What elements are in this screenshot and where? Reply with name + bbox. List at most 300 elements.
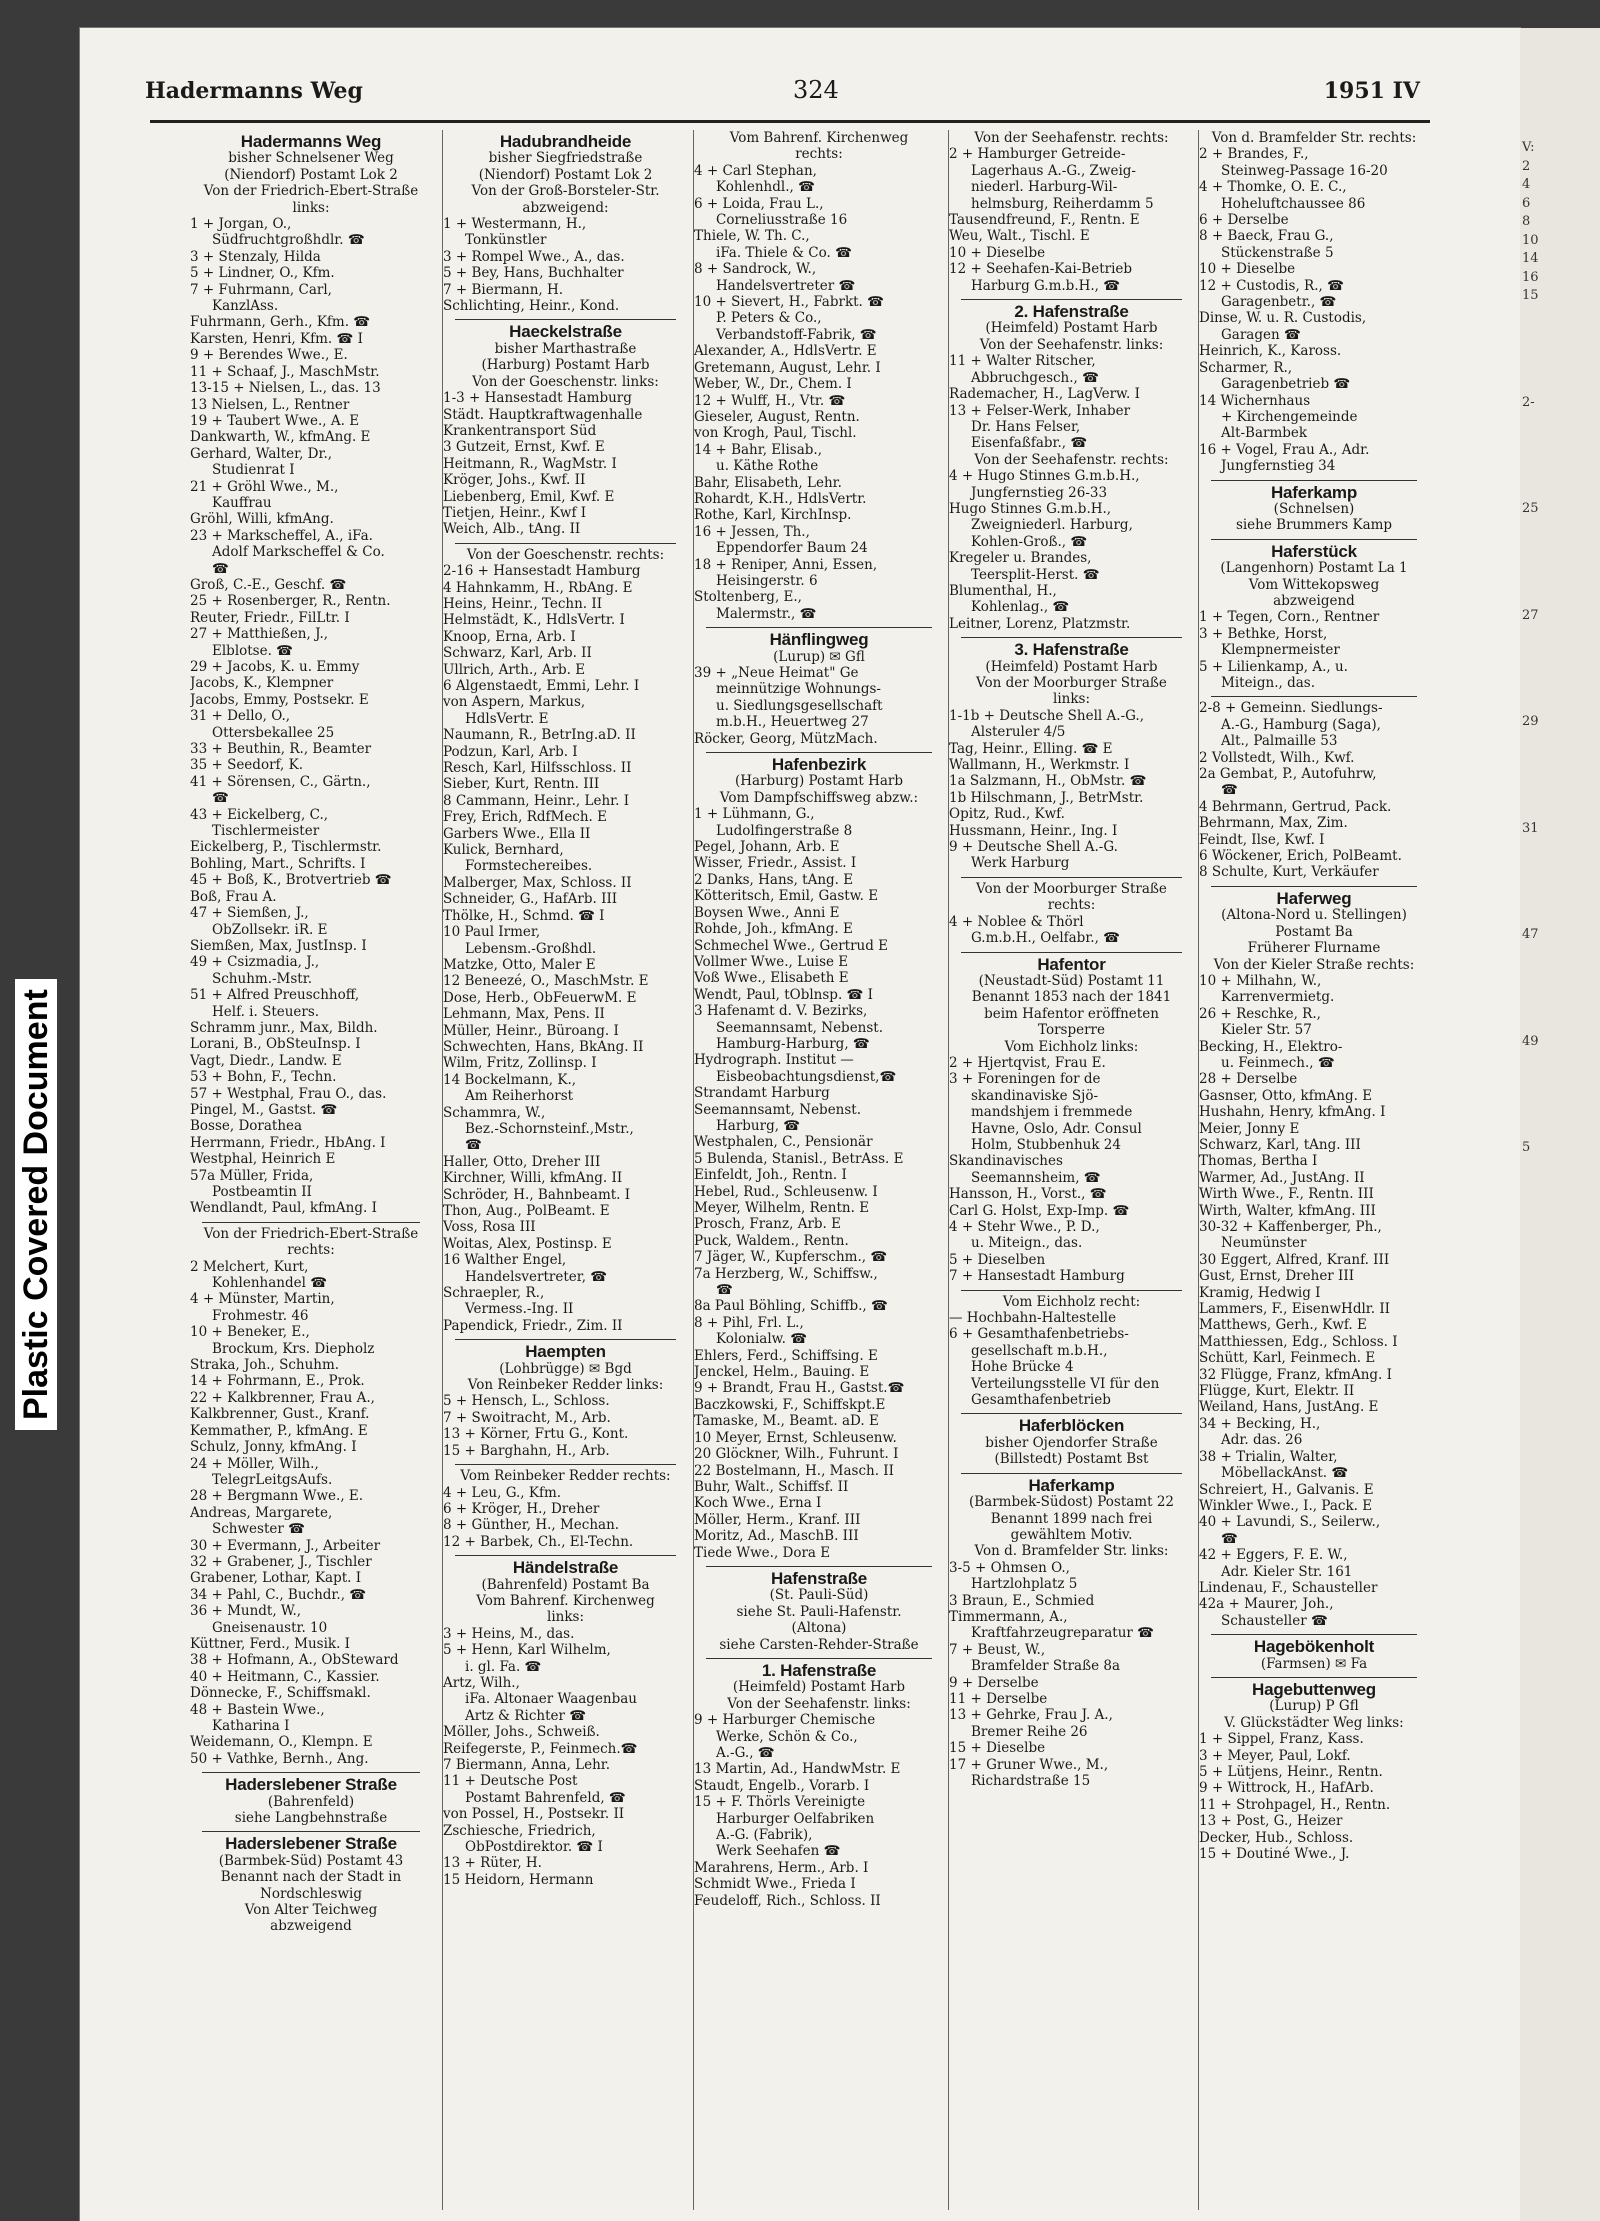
entry-continuation: i. gl. Fa. ☎ xyxy=(465,1658,542,1675)
section-rule xyxy=(455,1555,676,1556)
entry: Staudt, Engelb., Vorarb. I xyxy=(694,1777,870,1794)
entry: 3 + Rompel Wwe., A., das. xyxy=(443,248,625,265)
entry-continuation: Garagen ☎ xyxy=(1221,326,1301,343)
entry-continuation: Alt-Barmbek xyxy=(1221,425,1308,442)
entry: 3 + Foreningen for de xyxy=(949,1071,1101,1088)
entry-continuation: u. Siedlungsgesellschaft xyxy=(716,697,883,714)
entry: Schwechten, Hans, BkAng. II xyxy=(443,1038,644,1055)
entry: 3 + Bethke, Horst, xyxy=(1199,625,1328,642)
entry: Prosch, Franz, Arb. E xyxy=(694,1216,841,1233)
entry: Groß, C.-E., Geschf. ☎ xyxy=(190,576,347,593)
entry: 7 Jäger, W., Kupferschm., ☎ xyxy=(694,1249,888,1266)
entry: 4 + Münster, Martin, xyxy=(190,1291,335,1308)
entry-continuation: Kauffrau xyxy=(212,494,272,511)
entry: 8a Paul Böhling, Schiffb., ☎ xyxy=(694,1298,888,1315)
entry: Moritz, Ad., MaschB. III xyxy=(694,1528,859,1545)
entry-continuation: Eppendorfer Baum 24 xyxy=(716,540,868,557)
entry-continuation: Frohmestr. 46 xyxy=(212,1307,309,1324)
entry: Schwarz, Karl, tAng. III xyxy=(1199,1136,1361,1153)
entry-continuation: Helf. i. Steuers. xyxy=(212,1003,320,1020)
entry-continuation: + Kirchengemeinde xyxy=(1221,408,1358,425)
entry: Hugo Stinnes G.m.b.H., xyxy=(949,500,1112,517)
entry: 16 + Vogel, Frau A., Adr. xyxy=(1199,441,1370,458)
entry: Winkler Wwe., I., Pack. E xyxy=(1199,1497,1373,1514)
entry: 41 + Sörensen, C., Gärtn., xyxy=(190,773,371,790)
entry: Skandinavisches xyxy=(949,1153,1063,1170)
entry: Schammra, W., xyxy=(443,1104,546,1121)
street-note: abzweigend xyxy=(270,1918,352,1935)
entry: Schlichting, Heinr., Kond. xyxy=(443,298,620,315)
entry: Haller, Otto, Dreher III xyxy=(443,1153,601,1170)
street-note: Von Reinbeker Redder links: xyxy=(467,1377,664,1394)
entry: Kramig, Hedwig I xyxy=(1199,1284,1321,1301)
entry: 6 + Kröger, H., Dreher xyxy=(443,1500,600,1517)
entry: 21 + Gröhl Wwe., M., xyxy=(190,478,339,495)
entry-continuation: Werke, Schön & Co., xyxy=(716,1728,858,1745)
entry: Dankwarth, W., kfmAng. E xyxy=(190,429,371,446)
entry-continuation: Eisbeobachtungsdienst,☎ xyxy=(716,1068,897,1085)
entry: Hydrograph. Institut — xyxy=(694,1052,854,1069)
entry: Stoltenberg, E., xyxy=(694,589,802,606)
street-note: Vom Wittekopsweg xyxy=(1248,576,1380,593)
entry: Matthews, Gerh., Kwf. E xyxy=(1199,1317,1367,1334)
running-head xyxy=(145,70,1420,106)
entry-continuation: Adr. das. 26 xyxy=(1221,1432,1303,1449)
entry: Seemannsamt, Nebenst. xyxy=(694,1101,862,1118)
entry-continuation: Postamt Bahrenfeld, ☎ xyxy=(465,1789,626,1806)
entry: 7 + Swoitracht, M., Arb. xyxy=(443,1409,611,1426)
entry: Tag, Heinr., Elling. ☎ E xyxy=(949,740,1113,757)
entry-continuation: u. Feinmech., ☎ xyxy=(1221,1054,1335,1071)
entry: Woitas, Alex, Postinsp. E xyxy=(443,1235,612,1252)
entry: 24 + Möller, Wilh., xyxy=(190,1455,319,1472)
street-note: Von der Seehafenstr. links: xyxy=(727,1695,911,1712)
street-note: (Altona-Nord u. Stellingen) xyxy=(1221,907,1407,924)
entry-continuation: Kohlen-Groß., ☎ xyxy=(971,533,1088,550)
entry: Strandamt Harburg xyxy=(694,1085,830,1102)
entry-continuation: TelegrLeitgsAufs. xyxy=(212,1471,333,1488)
street-heading: Hagebuttenweg xyxy=(1252,1679,1376,1699)
entry-continuation: Studienrat I xyxy=(212,462,295,479)
edge-fragment: 8 xyxy=(1522,214,1531,229)
street-heading: Haeckelstraße xyxy=(509,322,622,342)
section-rule xyxy=(1211,696,1417,697)
entry: Behrmann, Max, Zim. xyxy=(1199,815,1348,832)
section-rule xyxy=(202,1222,420,1223)
entry: Hussmann, Heinr., Ing. I xyxy=(949,822,1118,839)
street-note: Vom Eichholz recht: xyxy=(1002,1293,1141,1310)
entry: 15 Heidorn, Hermann xyxy=(443,1871,594,1888)
entry: Frey, Erich, RdfMech. E xyxy=(443,809,607,826)
entry: 12 + Wulff, H., Vtr. ☎ xyxy=(694,392,846,409)
entry-continuation: iFa. Altonaer Waagenbau xyxy=(465,1691,638,1708)
street-note: siehe Brummers Kamp xyxy=(1235,517,1393,534)
entry-continuation: meinnützige Wohnungs- xyxy=(716,681,881,698)
entry: 9 + Wittrock, H., HafArb. xyxy=(1199,1780,1374,1797)
entry: 10 + Dieselbe xyxy=(1199,261,1296,278)
street-note: beim Hafentor eröffneten xyxy=(984,1005,1159,1022)
entry: Artz, Wilh., xyxy=(443,1674,520,1691)
entry-continuation: Vermess.-Ing. II xyxy=(465,1301,574,1318)
street-note: Torsperre xyxy=(1038,1022,1105,1039)
entry: 53 + Bohn, F., Techn. xyxy=(190,1069,337,1086)
section-rule xyxy=(961,637,1182,638)
entry: 4 Behrmann, Gertrud, Pack. xyxy=(1199,798,1392,815)
entry: 4 + Carl Stephan, xyxy=(694,162,817,179)
entry: 23 + Markscheffel, A., iFa. xyxy=(190,527,373,544)
street-note: Benannt 1899 nach frei xyxy=(990,1510,1153,1527)
entry: Alexander, A., HdlsVertr. E xyxy=(694,343,877,360)
entry: 4 + Hugo Stinnes G.m.b.H., xyxy=(949,468,1140,485)
entry: 31 + Dello, O., xyxy=(190,708,291,725)
entry: Rothe, Karl, KirchInsp. xyxy=(694,507,852,524)
entry: Lehmann, Max, Pens. II xyxy=(443,1006,605,1023)
street-note: links: xyxy=(292,199,330,216)
entry: 16 Walther Engel, xyxy=(443,1252,567,1269)
entry-continuation: Tischlermeister xyxy=(212,823,320,840)
entry: 38 + Trialin, Walter, xyxy=(1199,1448,1338,1465)
street-note: bisher Marthastraße xyxy=(494,340,637,357)
entry: 11 + Deutsche Post xyxy=(443,1773,578,1790)
entry: 30 Eggert, Alfred, Kranf. III xyxy=(1199,1251,1390,1268)
entry-continuation: KanzlAss. xyxy=(212,298,279,315)
entry-continuation: Kohlenhandel ☎ xyxy=(212,1275,328,1292)
entry-continuation: Werk Seehafen ☎ xyxy=(716,1843,841,1860)
entry: Schraepler, R., xyxy=(443,1285,545,1302)
entry: 9 + Brandt, Frau H., Gastst.☎ xyxy=(694,1380,905,1397)
entry: 28 + Derselbe xyxy=(1199,1071,1298,1088)
street-note: siehe Carsten-Rehder-Straße xyxy=(719,1636,919,1653)
entry-continuation: MöbellackAnst. ☎ xyxy=(1221,1465,1349,1482)
entry: 2 + Brandes, F., xyxy=(1199,146,1309,163)
entry: Resch, Karl, Hilfsschloss. II xyxy=(443,760,632,777)
entry-continuation: mandshjem i fremmede xyxy=(971,1104,1133,1121)
entry: Rohde, Joh., kfmAng. E xyxy=(694,921,853,938)
entry-continuation: helmsburg, Reiherdamm 5 xyxy=(971,195,1154,212)
street-note: (Neustadt-Süd) Postamt 11 xyxy=(978,972,1165,989)
section-rule xyxy=(1211,539,1417,540)
street-note: abzweigend xyxy=(1273,592,1355,609)
entry: 5 + Lütjens, Heinr., Rentn. xyxy=(1199,1764,1383,1780)
entry: Matthiessen, Edg., Schloss. I xyxy=(1199,1333,1398,1350)
entry: Kötteritsch, Emil, Gastw. E xyxy=(694,888,879,905)
entry: Opitz, Rud., Kwf. xyxy=(949,806,1065,823)
street-heading: 3. Hafenstraße xyxy=(1014,640,1129,660)
section-rule xyxy=(455,1339,676,1340)
edge-fragment: 2- xyxy=(1522,394,1535,410)
entry: 2 Melchert, Kurt, xyxy=(190,1258,309,1275)
header-rule xyxy=(150,120,1430,123)
entry-continuation: Kohlenlag., ☎ xyxy=(971,599,1070,616)
entry-continuation: Kohlenhdl., ☎ xyxy=(716,179,815,196)
entry: Weidemann, O., Klempn. E xyxy=(190,1734,373,1751)
entry: Jacobs, Emmy, Postsekr. E xyxy=(190,691,369,708)
entry: Gasnser, Otto, kfmAng. E xyxy=(1199,1087,1373,1104)
entry: 34 + Becking, H., xyxy=(1199,1415,1321,1432)
entry: Kröger, Johs., Kwf. II xyxy=(443,472,586,489)
street-note: Von der Seehafenstr. rechts: xyxy=(974,130,1169,146)
entry-continuation: Schausteller ☎ xyxy=(1221,1612,1328,1629)
entry: 8 + Sandrock, W., xyxy=(694,261,817,278)
edge-fragment: 10 xyxy=(1522,232,1539,248)
street-note: bisher Ojendorfer Straße xyxy=(985,1434,1158,1451)
entry: Lammers, F., EisenwHdlr. II xyxy=(1199,1301,1390,1318)
edge-fragment: V: xyxy=(1522,140,1535,155)
entry: 3 + Meyer, Paul, Lokf. xyxy=(1199,1747,1351,1764)
entry: Becking, H., Elektro- xyxy=(1199,1038,1343,1055)
street-note: Von der Moorburger Straße xyxy=(976,675,1167,691)
street-note: (Bahrenfeld) Postamt Ba xyxy=(481,1576,650,1593)
running-head-year: 1951 IV xyxy=(1323,78,1420,104)
entry: Thiele, W. Th. C., xyxy=(694,228,810,245)
street-note: (Lurup) ✉ Gfl xyxy=(773,648,865,665)
entry: Helmstädt, K., HdlsVertr. I xyxy=(443,612,625,629)
entry-continuation: Garagenbetr., ☎ xyxy=(1221,294,1337,311)
entry-continuation: Steinweg-Passage 16-20 xyxy=(1221,162,1388,179)
entry: 8 + Pihl, Frl. L., xyxy=(694,1314,804,1331)
entry: 43 + Eickelberg, C., xyxy=(190,806,329,823)
entry-continuation: Stückenstraße 5 xyxy=(1221,244,1334,261)
edge-fragment: 2 xyxy=(1522,158,1531,174)
entry: 16 + Jessen, Th., xyxy=(694,523,810,540)
section-rule xyxy=(961,1473,1182,1474)
entry: 5 + Dieselben xyxy=(949,1251,1046,1268)
entry-continuation: Postbeamtin II xyxy=(212,1184,312,1200)
street-note: siehe Langbehnstraße xyxy=(234,1810,388,1827)
section-rule xyxy=(202,1772,420,1773)
column-3 xyxy=(693,130,944,2210)
section-rule xyxy=(706,1658,932,1659)
edge-fragment: 16 xyxy=(1522,269,1539,285)
entry: 15 + Barghahn, H., Arb. xyxy=(443,1442,610,1459)
entry: 4 + Thomke, O. E. C., xyxy=(1199,179,1347,196)
section-rule xyxy=(455,319,676,320)
entry-continuation: Garagenbetrieb ☎ xyxy=(1221,376,1351,393)
entry-continuation: Artz & Richter ☎ xyxy=(465,1707,587,1724)
entry: Schröder, H., Bahnbeamt. I xyxy=(443,1186,631,1203)
entry: Baczkowski, F., Schiffskpt.E xyxy=(694,1396,886,1413)
entry: Hushahn, Henry, kfmAng. I xyxy=(1199,1104,1386,1121)
entry: 11 + Strohpagel, H., Rentn. xyxy=(1199,1796,1391,1813)
entry: 1 + Jorgan, O., xyxy=(190,216,292,233)
entry: 10 + Dieselbe xyxy=(949,244,1046,261)
entry: 3 Hafenamt d. V. Bezirks, xyxy=(694,1003,868,1020)
street-note: (Billstedt) Postamt Bst xyxy=(994,1451,1149,1468)
street-note: bisher Siegfriedstraße xyxy=(488,150,643,167)
section-rule xyxy=(1211,886,1417,887)
street-note: Von der Groß-Borsteler-Str. xyxy=(471,183,660,200)
entry-continuation: ☎ xyxy=(212,560,229,577)
entry: Buhr, Walt., Schiffsf. II xyxy=(694,1478,849,1495)
entry: Tiede Wwe., Dora E xyxy=(694,1544,831,1561)
street-heading: 1. Hafenstraße xyxy=(761,1660,877,1680)
entry-continuation: skandinaviske Sjö- xyxy=(971,1087,1099,1104)
street-note: Von der Seehafenstr. rechts: xyxy=(974,451,1169,468)
entry: 1 + Tegen, Corn., Rentner xyxy=(1199,609,1380,626)
entry: Heins, Heinr., Techn. II xyxy=(443,595,603,612)
entry: Scharmer, R., xyxy=(1199,359,1293,376)
entry: 11 + Walter Ritscher, xyxy=(949,353,1096,370)
entry: 2 Vollstedt, Wilh., Kwf. xyxy=(1199,749,1355,766)
entry: Wirth, Walter, kfmAng. III xyxy=(1199,1202,1376,1219)
section-rule xyxy=(961,877,1182,878)
street-heading: Haferweg xyxy=(1276,888,1352,908)
entry: 2-16 + Hansestadt Hamburg xyxy=(443,563,641,580)
entry: Reifegerste, P., Feinmech.☎ xyxy=(443,1740,638,1757)
entry: 5 Bulenda, Stanisl., BetrAss. E xyxy=(694,1150,904,1167)
street-note: abzweigend: xyxy=(522,199,609,216)
entry: Eickelberg, P., Tischlermstr. xyxy=(190,839,382,856)
entry: Weber, W., Dr., Chem. I xyxy=(694,376,852,393)
entry: 36 + Mundt, W., xyxy=(190,1603,302,1620)
running-head-street: Hadermanns Weg xyxy=(145,78,363,104)
entry: Bahr, Elisabeth, Lehr. xyxy=(694,474,842,491)
section-rule xyxy=(1211,1634,1417,1635)
entry: Heinrich, K., Kaross. xyxy=(1199,343,1342,360)
entry: 26 + Reschke, R., xyxy=(1199,1005,1321,1022)
entry: Straka, Joh., Schuhm. xyxy=(190,1357,340,1374)
entry-continuation: P. Peters & Co., xyxy=(716,310,822,327)
edge-fragment: 31 xyxy=(1522,820,1539,836)
street-note: Von d. Bramfelder Str. rechts: xyxy=(1211,130,1417,146)
entry: Naumann, R., BetrIng.aD. II xyxy=(443,727,636,744)
street-note: Von der Kieler Straße rechts: xyxy=(1213,956,1415,973)
entry: Andreas, Margarete, xyxy=(190,1504,333,1521)
entry: 10 + Sievert, H., Fabrkt. ☎ xyxy=(694,294,884,311)
entry-continuation: Verbandstoff-Fabrik, ☎ xyxy=(716,326,877,343)
street-note: Vom Reinbeker Redder rechts: xyxy=(460,1468,671,1485)
street-note: Von der Seehafenstr. links: xyxy=(979,336,1164,353)
street-note: (Langenhorn) Postamt La 1 xyxy=(1220,560,1408,577)
entry: — Hochbahn-Haltestelle xyxy=(949,1310,1117,1327)
entry: Boysen Wwe., Anni E xyxy=(694,904,840,921)
entry-continuation: Tonkünstler xyxy=(465,232,547,249)
entry-continuation: Hohe Brücke 4 xyxy=(971,1359,1074,1376)
entry-continuation: Kieler Str. 57 xyxy=(1221,1022,1312,1039)
entry: 57a Müller, Frida, xyxy=(190,1167,314,1184)
street-note: Von Alter Teichweg xyxy=(244,1902,378,1919)
entry: Gröhl, Willi, kfmAng. xyxy=(190,511,334,528)
street-note: Von der Moorburger Straße xyxy=(976,880,1167,897)
entry-continuation: Jungfernstieg 26-33 xyxy=(971,484,1108,501)
entry: Karsten, Henri, Kfm. ☎ I xyxy=(190,330,363,347)
entry: 3 + Heins, M., das. xyxy=(443,1625,575,1642)
entry: 48 + Bastein Wwe., xyxy=(190,1701,325,1718)
street-note: (St. Pauli-Süd) xyxy=(769,1587,869,1604)
entry: Weu, Walt., Tischl. E xyxy=(949,228,1090,245)
entry: Dönnecke, F., Schiffsmakl. xyxy=(190,1685,371,1702)
entry: 1 + Westermann, H., xyxy=(443,216,587,233)
section-rule xyxy=(706,752,932,753)
entry: 38 + Hofmann, A., ObSteward xyxy=(190,1652,399,1669)
section-rule xyxy=(1211,480,1417,481)
entry-continuation: A.-G. (Fabrik), xyxy=(716,1827,813,1844)
entry: 32 Flügge, Franz, kfmAng. I xyxy=(1199,1366,1392,1383)
entry: 5 + Bey, Hans, Buchhalter xyxy=(443,265,624,282)
entry: Hebel, Rud., Schleusenw. I xyxy=(694,1183,878,1200)
entry: 7 + Fuhrmann, Carl, xyxy=(190,281,332,298)
entry: 34 + Pahl, C., Buchdr., ☎ xyxy=(190,1586,367,1603)
entry-continuation: G.m.b.H., Oelfabr., ☎ xyxy=(971,930,1120,947)
entry: 8 Schulte, Kurt, Verkäufer xyxy=(1199,864,1379,881)
entry: 5 + Lilienkamp, A., u. xyxy=(1199,658,1348,675)
entry-continuation: Kraftfahrzeugreparatur ☎ xyxy=(971,1625,1154,1642)
entry: 1 + Sippel, Franz, Kass. xyxy=(1199,1731,1364,1748)
entry: 14 Bockelmann, K., xyxy=(443,1071,577,1088)
entry: 42a + Maurer, Joh., xyxy=(1199,1596,1334,1613)
entry: Schmechel Wwe., Gertrud E xyxy=(694,937,889,954)
entry: 9 + Berendes Wwe., E. xyxy=(190,347,348,364)
section-rule xyxy=(961,299,1182,300)
street-note: Vom Bahrenf. Kirchenweg xyxy=(476,1592,655,1609)
street-note: (Niendorf) Postamt Lok 2 xyxy=(224,166,398,183)
entry: 13 Martin, Ad., HandwMstr. E xyxy=(694,1761,901,1778)
edge-fragment: 27 xyxy=(1522,607,1539,623)
street-note: (Lurup) P Gfl xyxy=(1269,1698,1359,1715)
street-note: Von der Friedrich-Ebert-Straße xyxy=(203,1225,419,1242)
entry: von Possel, H., Postsekr. II xyxy=(443,1806,625,1823)
entry: Pingel, M., Gastst. ☎ xyxy=(190,1101,338,1118)
street-note: Nordschleswig xyxy=(260,1885,362,1902)
entry: Heitmann, R., WagMstr. I xyxy=(443,455,617,472)
entry-continuation: Handelsvertreter ☎ xyxy=(716,277,856,294)
entry: Flügge, Kurt, Elektr. II xyxy=(1199,1383,1355,1400)
entry: 1a Salzmann, H., ObMstr. ☎ xyxy=(949,773,1147,790)
street-note: (Bahrenfeld) xyxy=(267,1793,355,1810)
entry: 27 + Matthießen, J., xyxy=(190,626,329,643)
street-heading: Haferblöcken xyxy=(1018,1416,1125,1436)
entry: Puck, Waldem., Rentn. xyxy=(694,1232,849,1249)
street-heading: Hafentor xyxy=(1037,954,1106,974)
entry: Thomas, Bertha I xyxy=(1199,1153,1318,1170)
entry-continuation: Lagerhaus A.-G., Zweig- xyxy=(971,162,1136,179)
entry: Voß Wwe., Elisabeth E xyxy=(694,970,849,987)
entry-continuation: Alsteruler 4/5 xyxy=(971,724,1066,741)
entry: Siemßen, Max, JustInsp. I xyxy=(190,937,367,954)
entry: 2 Danks, Hans, tAng. E xyxy=(694,871,854,888)
entry-continuation: Hoheluftchaussee 86 xyxy=(1221,195,1366,212)
edge-fragment: 49 xyxy=(1522,1033,1539,1049)
entry-continuation: Schwester ☎ xyxy=(212,1521,305,1538)
entry: 6 Wöckener, Erich, PolBeamt. xyxy=(1199,848,1402,865)
street-note: links: xyxy=(1053,691,1090,708)
entry: Sieber, Kurt, Rentn. III xyxy=(443,776,600,793)
entry-continuation: Bez.-Schornsteinf.,Mstr., xyxy=(465,1120,634,1137)
entry: von Aspern, Markus, xyxy=(443,694,586,711)
entry: Jacobs, K., Klempner xyxy=(190,675,334,692)
entry: Tietjen, Heinr., Kwf I xyxy=(443,504,587,521)
street-note: (Heimfeld) Postamt Harb xyxy=(985,658,1158,675)
street-note: bisher Schnelsener Weg xyxy=(228,150,394,167)
entry: Schreiert, H., Galvanis. E xyxy=(1199,1481,1374,1498)
column-4 xyxy=(948,130,1194,2210)
street-heading: Haempten xyxy=(525,1342,606,1362)
entry: Knoop, Erna, Arb. I xyxy=(443,628,576,645)
entry: Vollmer Wwe., Luise E xyxy=(694,953,849,970)
entry-continuation: Handelsvertreter, ☎ xyxy=(465,1268,608,1285)
entry: Möller, Herm., Kranf. III xyxy=(694,1511,861,1528)
street-note: V. Glückstädter Weg links: xyxy=(1224,1714,1404,1731)
entry: Röcker, Georg, MützMach. xyxy=(694,730,878,747)
entry: 51 + Alfred Preuschhoff, xyxy=(190,987,360,1004)
entry: Möller, Johs., Schweiß. xyxy=(443,1724,600,1741)
entry: Dinse, W. u. R. Custodis, xyxy=(1199,310,1367,327)
entry: 22 Bostelmann, H., Masch. II xyxy=(694,1462,894,1479)
edge-fragment: 29 xyxy=(1522,714,1539,729)
entry: 5 + Lindner, O., Kfm. xyxy=(190,265,335,282)
entry: Bohling, Mart., Schrifts. I xyxy=(190,855,366,872)
entry: 13 + Rüter, H. xyxy=(443,1855,542,1872)
